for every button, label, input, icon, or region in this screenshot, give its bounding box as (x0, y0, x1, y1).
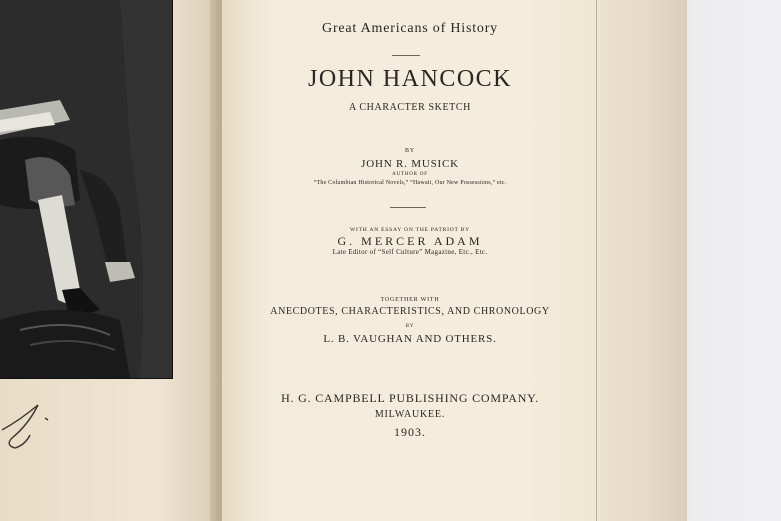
page-edges (586, 0, 687, 521)
contents-line: ANECDOTES, CHARACTERISTICS, AND CHRONOLOGY (270, 306, 550, 317)
book-title: JOHN HANCOCK (307, 66, 512, 92)
divider-rule-2 (390, 207, 426, 208)
left-page (0, 0, 222, 521)
page-edge-line (596, 0, 597, 521)
portrait-engraving (0, 0, 173, 379)
publication-city: MILWAUKEE. (374, 409, 446, 420)
publisher: H. G. CAMPBELL PUBLISHING COMPANY. (281, 391, 539, 405)
divider-rule (392, 55, 420, 56)
essay-intro: WITH AN ESSAY ON THE PATRIOT BY (350, 227, 470, 233)
signature-flourish (0, 390, 70, 460)
publication-year: 1903. (394, 425, 426, 439)
essayist-name: G. MERCER ADAM (337, 234, 483, 248)
by-label-2: BY (405, 324, 415, 329)
by-label: BY (405, 148, 415, 154)
author-works: “The Columbian Historical Novels,” “Hawaii, Our New Possessions,” etc. (313, 180, 507, 186)
book-subtitle: A CHARACTER SKETCH (349, 102, 471, 113)
series-title: Great Americans of History (322, 21, 498, 36)
contributors: L. B. VAUGHAN AND OTHERS. (323, 333, 497, 345)
together-with-label: TOGETHER WITH (380, 297, 440, 303)
essayist-description: Late Editor of “Self Culture” Magazine, Etc., Etc. (332, 248, 488, 256)
author-of-label: AUTHOR OF (392, 172, 428, 177)
author-name: JOHN R. MUSICK (361, 158, 459, 170)
